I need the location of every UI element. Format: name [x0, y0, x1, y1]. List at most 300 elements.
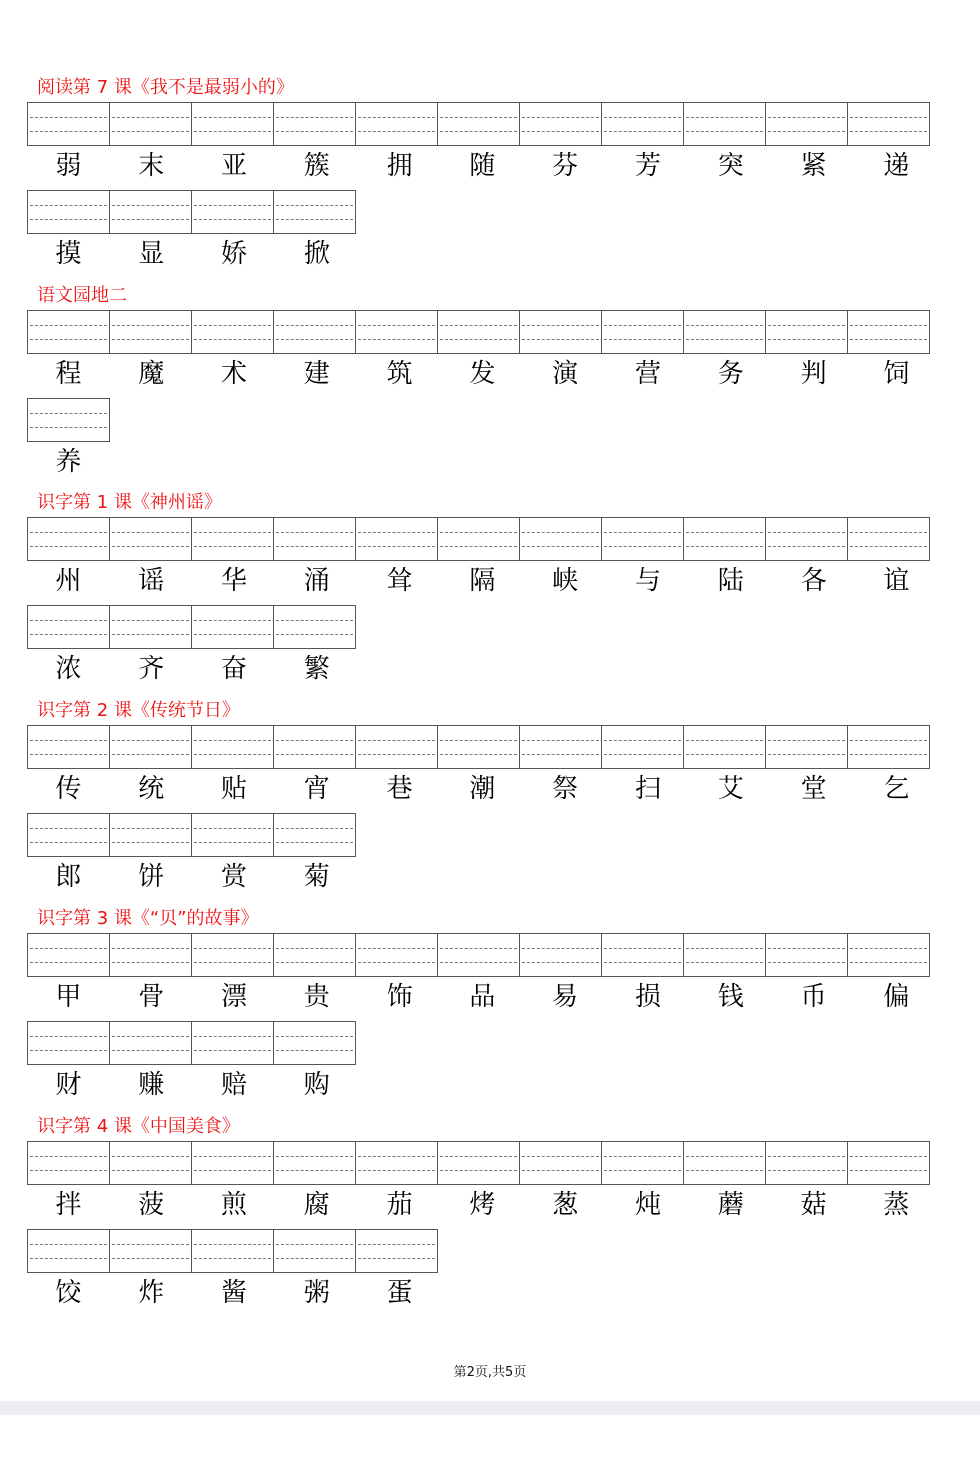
section-title: 识字第 3 课《“贝”的故事》 — [37, 907, 259, 929]
writing-grid-row — [27, 813, 355, 857]
guide-line — [194, 1156, 271, 1157]
guide-line — [276, 1156, 353, 1157]
guide-line — [30, 1156, 107, 1157]
guide-line — [30, 117, 107, 118]
guide-line — [358, 131, 435, 132]
guide-line — [522, 325, 599, 326]
vocab-character: 购 — [303, 1069, 330, 1100]
guide-line — [604, 339, 681, 340]
vocab-character: 茄 — [386, 1189, 413, 1220]
guide-line — [522, 754, 599, 755]
guide-line — [850, 1156, 927, 1157]
guide-line — [276, 828, 353, 829]
writing-cell[interactable] — [273, 1021, 356, 1065]
vocab-character: 递 — [883, 151, 910, 181]
vocab-character: 术 — [220, 358, 247, 389]
vocab-character: 与 — [634, 566, 661, 597]
guide-line — [30, 1036, 107, 1037]
guide-line — [440, 532, 517, 533]
guide-line — [112, 219, 189, 220]
character-row — [27, 860, 358, 894]
writing-cell[interactable] — [355, 310, 438, 354]
guide-line — [194, 117, 271, 118]
vocab-character: 菇 — [800, 1189, 827, 1220]
vocab-character: 贴 — [220, 774, 247, 805]
writing-cell[interactable] — [601, 517, 684, 561]
vocab-character: 饲 — [883, 358, 910, 389]
writing-cell[interactable] — [191, 1229, 274, 1273]
guide-line — [440, 339, 517, 340]
vocab-character: 祭 — [552, 774, 579, 805]
guide-line — [30, 948, 107, 949]
guide-line — [768, 339, 845, 340]
vocab-character: 拥 — [386, 151, 413, 181]
character-row — [27, 564, 938, 598]
guide-line — [30, 546, 107, 547]
guide-line — [440, 962, 517, 963]
writing-cell[interactable] — [27, 310, 110, 354]
guide-line — [522, 546, 599, 547]
writing-cell[interactable] — [27, 725, 110, 769]
guide-line — [30, 1258, 107, 1259]
vocab-character: 务 — [717, 358, 744, 389]
writing-grid-row — [27, 398, 109, 442]
vocab-character: 葱 — [552, 1189, 579, 1220]
writing-cell[interactable] — [273, 1229, 356, 1273]
vocab-character: 魔 — [138, 358, 165, 389]
guide-line — [112, 1244, 189, 1245]
guide-line — [194, 842, 271, 843]
guide-line — [276, 532, 353, 533]
section-title: 识字第 1 课《神州谣》 — [37, 492, 222, 514]
guide-line — [768, 962, 845, 963]
guide-line — [112, 339, 189, 340]
guide-line — [112, 131, 189, 132]
character-row — [27, 1188, 938, 1222]
guide-line — [604, 532, 681, 533]
writing-cell[interactable] — [27, 517, 110, 561]
character-row — [27, 980, 938, 1014]
guide-line — [686, 546, 763, 547]
vocab-character: 菠 — [138, 1189, 165, 1220]
guide-line — [194, 532, 271, 533]
guide-line — [604, 546, 681, 547]
guide-line — [276, 117, 353, 118]
writing-cell[interactable] — [191, 725, 274, 769]
guide-line — [194, 1244, 271, 1245]
writing-cell[interactable] — [27, 398, 110, 442]
vocab-character: 芳 — [634, 151, 661, 181]
writing-cell[interactable] — [355, 1141, 438, 1185]
vocab-character: 烤 — [469, 1189, 496, 1220]
guide-line — [30, 131, 107, 132]
vocab-character: 偏 — [883, 981, 910, 1012]
guide-line — [850, 1170, 927, 1171]
guide-line — [30, 620, 107, 621]
writing-cell[interactable] — [109, 1141, 192, 1185]
writing-cell[interactable] — [273, 1141, 356, 1185]
guide-line — [768, 546, 845, 547]
writing-cell[interactable] — [109, 605, 192, 649]
writing-cell[interactable] — [273, 102, 356, 146]
guide-line — [276, 131, 353, 132]
guide-line — [194, 546, 271, 547]
writing-cell[interactable] — [683, 310, 766, 354]
guide-line — [522, 740, 599, 741]
vocab-character: 谣 — [138, 566, 165, 597]
writing-cell[interactable] — [191, 1021, 274, 1065]
writing-cell[interactable] — [519, 933, 602, 977]
writing-cell[interactable] — [109, 813, 192, 857]
vocab-character: 骨 — [138, 981, 165, 1012]
writing-cell[interactable] — [601, 933, 684, 977]
writing-cell[interactable] — [765, 933, 848, 977]
writing-cell[interactable] — [847, 1141, 930, 1185]
writing-grid-row — [27, 605, 355, 649]
character-row — [27, 445, 110, 479]
guide-line — [440, 1170, 517, 1171]
writing-cell[interactable] — [27, 190, 110, 234]
vocab-character: 损 — [634, 981, 661, 1012]
vocab-character: 饰 — [386, 981, 413, 1012]
guide-line — [112, 1050, 189, 1051]
writing-cell[interactable] — [273, 190, 356, 234]
vocab-character: 奋 — [220, 654, 247, 685]
vocab-character: 赔 — [220, 1069, 247, 1100]
vocab-character: 亚 — [220, 151, 247, 181]
writing-cell[interactable] — [847, 310, 930, 354]
guide-line — [30, 754, 107, 755]
guide-line — [440, 1156, 517, 1157]
vocab-character: 建 — [303, 358, 330, 389]
guide-line — [850, 948, 927, 949]
vocab-character: 末 — [138, 151, 165, 181]
vocab-character: 摸 — [55, 239, 82, 269]
vocab-character: 扫 — [634, 774, 661, 805]
vocab-character: 紧 — [800, 151, 827, 181]
writing-cell[interactable] — [109, 517, 192, 561]
vocab-character: 齐 — [138, 654, 165, 685]
writing-cell[interactable] — [847, 517, 930, 561]
vocab-character: 煎 — [220, 1189, 247, 1220]
guide-line — [276, 620, 353, 621]
vocab-character: 判 — [800, 358, 827, 389]
guide-line — [112, 948, 189, 949]
writing-cell[interactable] — [109, 1021, 192, 1065]
writing-cell[interactable] — [355, 517, 438, 561]
writing-cell[interactable] — [765, 1141, 848, 1185]
writing-cell[interactable] — [355, 725, 438, 769]
guide-line — [604, 740, 681, 741]
writing-cell[interactable] — [27, 1141, 110, 1185]
character-row — [27, 237, 358, 271]
vocab-character: 巷 — [386, 774, 413, 805]
writing-cell[interactable] — [519, 102, 602, 146]
writing-cell[interactable] — [437, 310, 520, 354]
vocab-character: 娇 — [220, 239, 247, 269]
guide-line — [30, 1050, 107, 1051]
writing-cell[interactable] — [191, 605, 274, 649]
guide-line — [522, 117, 599, 118]
vocab-character: 显 — [138, 239, 165, 269]
writing-cell[interactable] — [355, 1229, 438, 1273]
guide-line — [358, 1170, 435, 1171]
writing-cell[interactable] — [601, 102, 684, 146]
writing-cell[interactable] — [601, 1141, 684, 1185]
guide-line — [276, 1170, 353, 1171]
guide-line — [276, 842, 353, 843]
writing-cell[interactable] — [847, 102, 930, 146]
vocab-character: 财 — [55, 1069, 82, 1100]
guide-line — [276, 754, 353, 755]
guide-line — [276, 325, 353, 326]
guide-line — [440, 546, 517, 547]
guide-line — [276, 219, 353, 220]
guide-line — [522, 131, 599, 132]
guide-line — [194, 754, 271, 755]
guide-line — [112, 325, 189, 326]
writing-cell[interactable] — [765, 725, 848, 769]
vocab-character: 繁 — [303, 654, 330, 685]
guide-line — [358, 754, 435, 755]
vocab-character: 各 — [800, 566, 827, 597]
guide-line — [768, 740, 845, 741]
writing-cell[interactable] — [273, 933, 356, 977]
vocab-character: 演 — [552, 358, 579, 389]
guide-line — [194, 740, 271, 741]
guide-line — [112, 1156, 189, 1157]
character-row — [27, 1068, 358, 1102]
writing-cell[interactable] — [683, 933, 766, 977]
guide-line — [358, 1156, 435, 1157]
guide-line — [112, 962, 189, 963]
writing-cell[interactable] — [437, 725, 520, 769]
vocab-character: 传 — [55, 774, 82, 805]
guide-line — [30, 634, 107, 635]
writing-cell[interactable] — [27, 102, 110, 146]
vocab-character: 营 — [634, 358, 661, 389]
guide-line — [30, 325, 107, 326]
guide-line — [30, 427, 107, 428]
writing-cell[interactable] — [191, 933, 274, 977]
guide-line — [276, 948, 353, 949]
writing-grid-row — [27, 1021, 355, 1065]
guide-line — [768, 532, 845, 533]
vocab-character: 峡 — [552, 566, 579, 597]
guide-line — [276, 1258, 353, 1259]
guide-line — [604, 754, 681, 755]
vocab-character: 蛋 — [386, 1277, 413, 1308]
section-title: 阅读第 7 课《我不是最弱小的》 — [37, 77, 294, 98]
guide-line — [522, 1170, 599, 1171]
writing-cell[interactable] — [765, 517, 848, 561]
vocab-character: 潮 — [469, 774, 496, 805]
guide-line — [30, 532, 107, 533]
vocab-character: 赏 — [220, 862, 247, 893]
guide-line — [194, 1258, 271, 1259]
viewer-bottom-bar — [0, 1401, 980, 1415]
guide-line — [30, 1244, 107, 1245]
writing-cell[interactable] — [847, 725, 930, 769]
guide-line — [30, 828, 107, 829]
writing-cell[interactable] — [191, 1141, 274, 1185]
guide-line — [358, 532, 435, 533]
guide-line — [686, 948, 763, 949]
guide-line — [768, 1170, 845, 1171]
writing-cell[interactable] — [437, 102, 520, 146]
vocab-character: 炸 — [138, 1277, 165, 1308]
writing-cell[interactable] — [191, 102, 274, 146]
guide-line — [194, 1050, 271, 1051]
writing-grid-row — [27, 190, 355, 234]
guide-line — [850, 339, 927, 340]
guide-line — [768, 325, 845, 326]
vocab-character: 赚 — [138, 1069, 165, 1100]
character-row — [27, 772, 938, 806]
writing-cell[interactable] — [191, 190, 274, 234]
vocab-character: 品 — [469, 981, 496, 1012]
guide-line — [768, 948, 845, 949]
writing-cell[interactable] — [437, 1141, 520, 1185]
writing-cell[interactable] — [273, 517, 356, 561]
writing-cell[interactable] — [273, 310, 356, 354]
guide-line — [604, 1170, 681, 1171]
writing-cell[interactable] — [601, 725, 684, 769]
vocab-character: 芬 — [552, 151, 579, 181]
writing-grid-row — [27, 725, 929, 769]
guide-line — [850, 546, 927, 547]
writing-cell[interactable] — [191, 310, 274, 354]
guide-line — [358, 117, 435, 118]
writing-cell[interactable] — [765, 102, 848, 146]
writing-cell[interactable] — [273, 725, 356, 769]
writing-grid-row — [27, 933, 929, 977]
writing-cell[interactable] — [109, 310, 192, 354]
writing-cell[interactable] — [109, 1229, 192, 1273]
writing-cell[interactable] — [27, 605, 110, 649]
guide-line — [194, 339, 271, 340]
writing-cell[interactable] — [847, 933, 930, 977]
writing-cell[interactable] — [191, 813, 274, 857]
writing-cell[interactable] — [273, 605, 356, 649]
guide-line — [112, 842, 189, 843]
guide-line — [194, 962, 271, 963]
writing-cell[interactable] — [683, 1141, 766, 1185]
guide-line — [358, 339, 435, 340]
vocab-character: 程 — [55, 358, 82, 389]
guide-line — [112, 1258, 189, 1259]
guide-line — [276, 205, 353, 206]
page-indicator: 第2页,共5页 — [453, 1365, 527, 1380]
guide-line — [276, 634, 353, 635]
guide-line — [30, 339, 107, 340]
writing-cell[interactable] — [109, 725, 192, 769]
writing-cell[interactable] — [519, 517, 602, 561]
guide-line — [194, 1036, 271, 1037]
writing-cell[interactable] — [27, 933, 110, 977]
guide-line — [276, 1050, 353, 1051]
writing-cell[interactable] — [27, 1229, 110, 1273]
guide-line — [30, 205, 107, 206]
guide-line — [522, 962, 599, 963]
writing-cell[interactable] — [683, 102, 766, 146]
guide-line — [112, 754, 189, 755]
guide-line — [358, 325, 435, 326]
vocab-character: 菊 — [303, 862, 330, 893]
guide-line — [768, 131, 845, 132]
writing-cell[interactable] — [519, 725, 602, 769]
guide-line — [686, 339, 763, 340]
guide-line — [194, 948, 271, 949]
guide-line — [194, 325, 271, 326]
vocab-character: 陆 — [717, 566, 744, 597]
writing-cell[interactable] — [109, 102, 192, 146]
guide-line — [30, 219, 107, 220]
guide-line — [112, 828, 189, 829]
writing-cell[interactable] — [27, 813, 110, 857]
guide-line — [440, 740, 517, 741]
guide-line — [358, 948, 435, 949]
guide-line — [276, 962, 353, 963]
vocab-character: 华 — [220, 566, 247, 597]
guide-line — [686, 962, 763, 963]
guide-line — [440, 117, 517, 118]
guide-line — [686, 1156, 763, 1157]
writing-cell[interactable] — [355, 102, 438, 146]
writing-cell[interactable] — [683, 517, 766, 561]
guide-line — [522, 1156, 599, 1157]
vocab-character: 腐 — [303, 1189, 330, 1220]
writing-cell[interactable] — [765, 310, 848, 354]
vocab-character: 浓 — [55, 654, 82, 685]
writing-cell[interactable] — [437, 517, 520, 561]
vocab-character: 艾 — [717, 774, 744, 805]
writing-cell[interactable] — [683, 725, 766, 769]
character-row — [27, 652, 358, 686]
writing-cell[interactable] — [109, 190, 192, 234]
guide-line — [522, 339, 599, 340]
vocab-character: 饼 — [138, 862, 165, 893]
guide-line — [194, 205, 271, 206]
guide-line — [686, 754, 763, 755]
guide-line — [194, 634, 271, 635]
guide-line — [686, 117, 763, 118]
writing-grid-row — [27, 1229, 437, 1273]
writing-cell[interactable] — [519, 1141, 602, 1185]
writing-cell[interactable] — [27, 1021, 110, 1065]
vocab-character: 钱 — [717, 981, 744, 1012]
writing-cell[interactable] — [355, 933, 438, 977]
guide-line — [604, 117, 681, 118]
guide-line — [194, 620, 271, 621]
guide-line — [522, 532, 599, 533]
guide-line — [604, 962, 681, 963]
section-title: 识字第 4 课《中国美食》 — [37, 1115, 240, 1137]
writing-cell[interactable] — [273, 813, 356, 857]
writing-cell[interactable] — [437, 933, 520, 977]
guide-line — [522, 948, 599, 949]
writing-cell[interactable] — [109, 933, 192, 977]
guide-line — [440, 754, 517, 755]
character-row — [27, 357, 938, 391]
writing-cell[interactable] — [601, 310, 684, 354]
writing-cell[interactable] — [191, 517, 274, 561]
guide-line — [276, 1244, 353, 1245]
vocab-character: 炖 — [634, 1189, 661, 1220]
guide-line — [276, 1036, 353, 1037]
writing-cell[interactable] — [519, 310, 602, 354]
vocab-character: 堂 — [800, 774, 827, 805]
